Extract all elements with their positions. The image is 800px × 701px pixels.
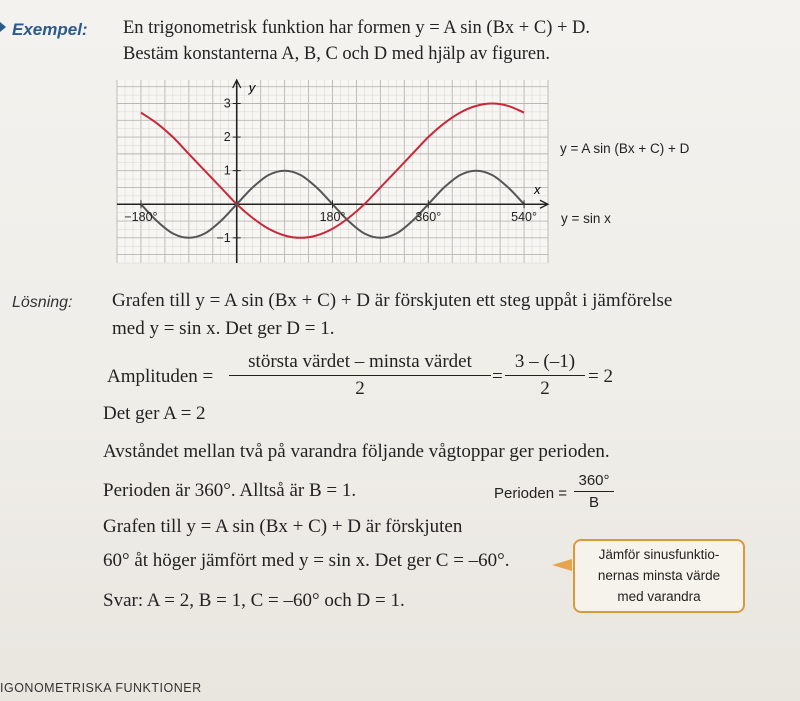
curve-label-red: y = A sin (Bx + C) + D bbox=[560, 141, 690, 156]
hint-line-2: nernas minsta värde bbox=[597, 568, 721, 583]
amplitude-fraction-1 bbox=[229, 351, 491, 400]
shift-line-1: Grafen till y = A sin (Bx + C) + D är förskjuten bbox=[103, 516, 463, 537]
amplitude-denominator-2: 2 bbox=[540, 378, 550, 399]
hint-box bbox=[573, 539, 745, 613]
hint-arrow-icon bbox=[552, 559, 572, 571]
hint-line-1: Jämför sinusfunktio- bbox=[598, 547, 720, 562]
solution-label: Lösning: bbox=[12, 294, 73, 311]
amplitude-numerator-2: 3 – (–1) bbox=[514, 351, 576, 372]
period-formula-numerator: 360° bbox=[578, 472, 610, 489]
x-tick-label: 360° bbox=[415, 210, 442, 225]
x-tick-label: −180° bbox=[124, 210, 158, 225]
x-tick-label: 180° bbox=[319, 210, 346, 225]
y-tick-label: 3 bbox=[223, 96, 231, 111]
y-axis-label: y bbox=[248, 80, 256, 95]
solution-paragraph-1a: Grafen till y = A sin (Bx + C) + D är förskjuten ett steg uppåt i jämförelse bbox=[112, 290, 673, 311]
amplitude-equals: = bbox=[492, 366, 503, 387]
x-tick-label: 540° bbox=[511, 210, 537, 225]
y-tick-label: 1 bbox=[223, 163, 231, 178]
amplitude-lhs: Amplituden = bbox=[107, 366, 214, 387]
y-tick-label: 2 bbox=[223, 130, 231, 145]
chapter-footer: IGONOMETRISKA FUNKTIONER bbox=[0, 681, 202, 695]
amplitude-denominator: 2 bbox=[355, 378, 365, 399]
solution-paragraph-1b: med y = sin x. Det ger D = 1. bbox=[112, 318, 335, 339]
period-formula-lhs: Perioden = bbox=[494, 485, 567, 502]
example-line-2: Bestäm konstanterna A, B, C och D med hjälp av figuren. bbox=[123, 44, 550, 64]
y-tick-label: −1 bbox=[216, 230, 231, 245]
period-explanation: Avståndet mellan två på varandra följande vågtoppar ger perioden. bbox=[103, 441, 610, 462]
period-formula-fraction bbox=[574, 472, 614, 511]
amplitude-numerator: största värdet – minsta värdet bbox=[248, 351, 472, 372]
x-axis-label: x bbox=[534, 182, 541, 198]
det-ger-a: Det ger A = 2 bbox=[103, 403, 206, 424]
amplitude-result: = 2 bbox=[588, 366, 613, 387]
curve-label-sin: y = sin x bbox=[561, 211, 611, 226]
period-formula-denominator: B bbox=[588, 494, 599, 511]
answer-line: Svar: A = 2, B = 1, C = –60° och D = 1. bbox=[103, 590, 405, 611]
example-line-1: En trigonometrisk funktion har formen y = A sin (Bx + C) + D. bbox=[123, 18, 591, 38]
amplitude-fraction-2 bbox=[505, 351, 585, 400]
example-label: Exempel: bbox=[12, 20, 88, 39]
period-line: Perioden är 360°. Alltså är B = 1. bbox=[103, 480, 357, 501]
shift-line-2: 60° åt höger jämfört med y = sin x. Det ger C = –60°. bbox=[103, 550, 510, 571]
hint-line-3: med varandra bbox=[617, 589, 701, 604]
